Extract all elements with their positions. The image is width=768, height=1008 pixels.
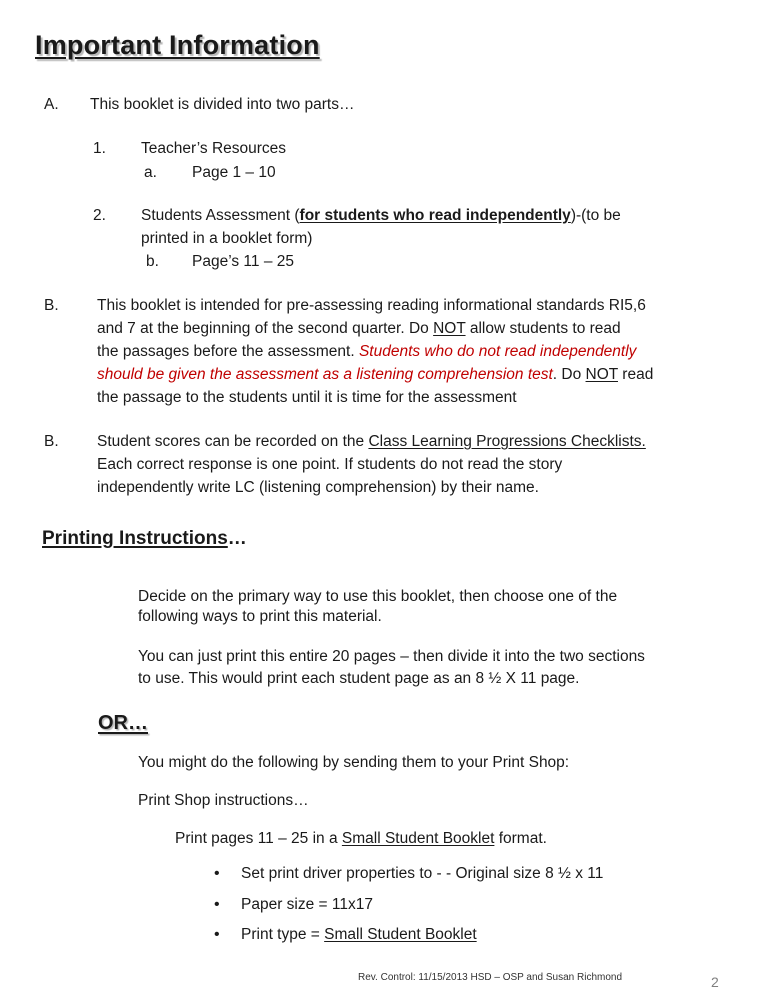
bullet-icon: • [214,896,220,913]
not-emphasis: NOT [585,366,618,383]
item-1a-marker: a. [144,164,157,181]
section-b2-line-2: Each correct response is one point. If students do not read the story [97,456,563,473]
bullet-item-3-prefix: Print type = [241,926,325,943]
section-b2-line-1 [97,431,646,453]
item-2-prefix: Students Assessment ( [141,207,300,224]
footer-revision: Rev. Control: 11/15/2013 HSD – OSP and Susan Richmond [358,972,623,983]
printing-heading-text: Printing Instructions [42,528,228,549]
item-2-marker: 2. [93,207,106,224]
item-2-suffix: )-(to be [570,207,621,224]
section-b2-line-1-prefix: Student scores can be recorded on the [97,433,369,450]
section-b-marker: B. [44,297,59,314]
section-a-text: This booklet is divided into two parts… [90,96,355,113]
or-divider: OR… [98,712,148,734]
printing-para-5-suffix: format. [494,830,547,847]
bullet-icon: • [214,926,220,943]
red-note-part-2: should be given the assessment as a listening comprehension test [97,366,553,383]
bullet-item-2: Paper size = 11x17 [241,896,373,913]
item-1-marker: 1. [93,140,106,157]
checklists-link[interactable]: Class Learning Progressions Checklists. [368,433,646,450]
printing-para-2-line-1: You can just print this entire 20 pages – then divide it into the two sections [138,648,645,665]
item-2-emphasis: for students who read independently [299,207,571,224]
section-b-line-4-suffix-a: . Do [552,366,586,383]
bullet-item-3 [241,924,477,946]
section-b-line-1: This booklet is intended for pre-assessing reading informational standards RI5,6 [97,297,646,314]
printing-para-1-line-1: Decide on the primary way to use this booklet, then choose one of the [138,588,618,605]
section-b2-line-3: independently write LC (listening comprehension) by their name. [97,479,539,496]
section-b-line-4 [97,364,653,386]
item-1a-text: Page 1 – 10 [192,164,276,181]
printing-heading [42,528,247,550]
section-a-marker: A. [44,96,59,113]
item-1-text: Teacher’s Resources [141,140,287,157]
print-type-link[interactable]: Small Student Booklet [324,926,477,943]
printing-para-3: You might do the following by sending them to your Print Shop: [138,754,570,771]
section-b-line-2 [97,318,621,340]
page-number: 2 [711,974,719,990]
page-title: Important Information [35,30,320,60]
printing-para-1-line-2: following ways to print this material. [138,608,382,625]
printing-heading-suffix: … [227,528,247,549]
item-2b-marker: b. [146,253,159,270]
bullet-item-1: Set print driver properties to - - Original size 8 ½ x 11 [241,865,604,882]
section-b2-marker: B. [44,433,59,450]
section-b-line-2-suffix: allow students to read [465,320,621,337]
section-b-line-2-prefix: and 7 at the beginning of the second quarter. Do [97,320,434,337]
bullet-icon: • [214,865,220,882]
item-2b-text: Page’s 11 – 25 [192,253,294,270]
section-b-line-5: the passage to the students until it is time for the assessment [97,389,517,406]
small-booklet-link[interactable]: Small Student Booklet [341,830,495,847]
item-2-line-1 [141,205,621,227]
printing-para-5-prefix: Print pages 11 – 25 in a [175,830,342,847]
printing-para-2-line-2: to use. This would print each student page as an 8 ½ X 11 page. [138,670,580,687]
item-2-line-2: printed in a booklet form) [141,230,313,247]
not-emphasis: NOT [433,320,466,337]
section-b-line-3-prefix: the passages before the assessment. [97,343,359,360]
printing-para-4: Print Shop instructions… [138,792,309,809]
section-b-line-4-suffix-b: read [617,366,654,383]
section-b-line-3 [97,341,636,363]
printing-para-5 [175,828,547,850]
red-note-part-1: Students who do not read independently [358,343,637,360]
